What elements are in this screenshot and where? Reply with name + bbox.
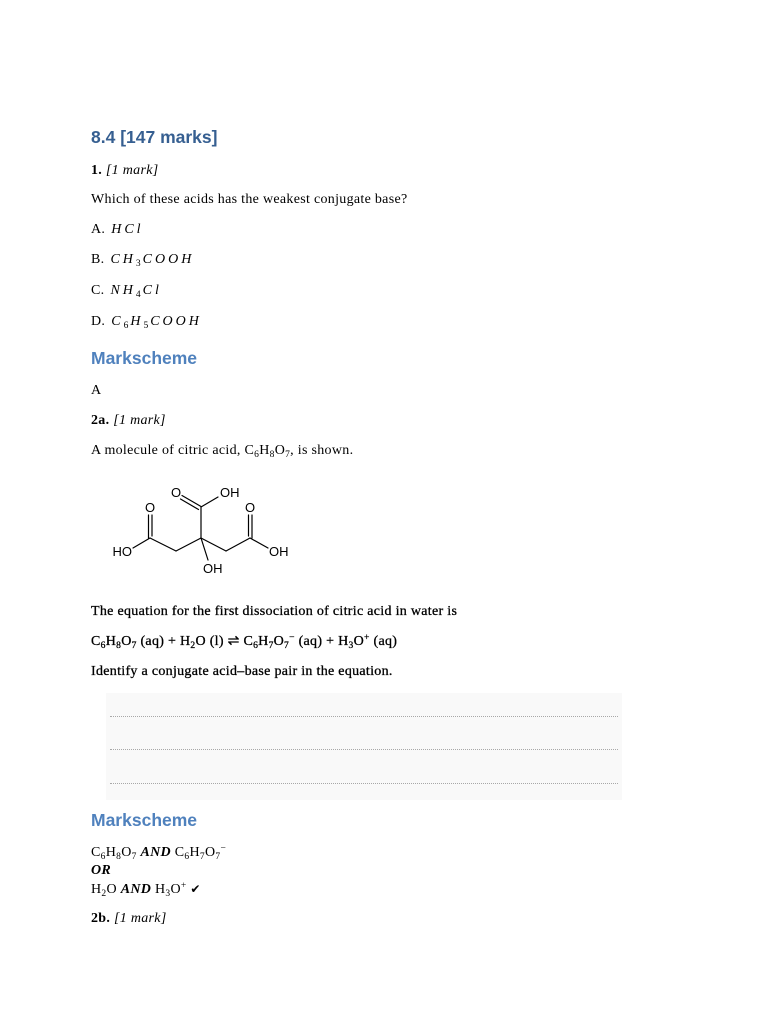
atom-label-o: O [170, 485, 182, 500]
equation-text: (aq) [369, 634, 398, 649]
question-2a-header [91, 413, 166, 429]
equation-text: O [353, 634, 365, 649]
intro-text: , is shown. [290, 443, 354, 458]
formula-subscript: 7 [215, 852, 221, 863]
check-mark-icon: ✔ [190, 882, 201, 896]
markscheme-or: OR [91, 863, 112, 878]
option-formula [111, 314, 202, 332]
option-b [91, 252, 194, 268]
atom-label-oh: OH [269, 544, 289, 559]
equation-text: O [121, 634, 132, 649]
formula-text: O [204, 845, 216, 860]
option-letter: B. [91, 252, 105, 267]
question-marks: [1 mark] [113, 413, 166, 428]
option-letter: A. [91, 222, 106, 237]
equation-intro: The equation for the first dissociation of citric acid in water is [91, 604, 458, 619]
formula-subscript: 6 [184, 852, 190, 863]
option-letter: D. [91, 314, 106, 329]
question-marks: [1 mark] [105, 163, 159, 178]
option-d [91, 314, 202, 330]
atom-label-oh: OH [203, 561, 223, 576]
formula-text: C [91, 845, 101, 860]
formula-subscript: 4 [135, 290, 143, 301]
formula-text: COOH [150, 314, 202, 329]
citric-acid-structure [100, 478, 310, 580]
formula-text: CH [110, 252, 136, 267]
equation-text: O (l) ⇌ C [195, 634, 254, 649]
formula-text: C [111, 314, 124, 329]
answer-line [110, 749, 618, 750]
question-2b-header [91, 911, 167, 927]
question-1-prompt: Which of these acids has the weakest conjugate base? [91, 192, 408, 207]
connector-keyword: AND [120, 882, 152, 897]
question-marks: [1 mark] [114, 911, 167, 926]
answer-line [110, 783, 618, 784]
question-number: 1. [91, 163, 103, 178]
single-bond [226, 538, 250, 551]
equation-superscript: − [289, 632, 295, 643]
equation-subscript: 6 [253, 641, 259, 652]
option-letter: C. [91, 283, 105, 298]
equation-text: H [258, 634, 269, 649]
equation-subscript: 2 [190, 641, 196, 652]
formula-text: O [170, 882, 181, 897]
equation-superscript: + [364, 632, 370, 643]
formula-text: H [155, 882, 166, 897]
atom-label-o: O [244, 500, 256, 515]
equation-subscript: 7 [131, 641, 137, 652]
equation-text: (aq) + H [294, 634, 349, 649]
markscheme-pair-2 [91, 881, 201, 898]
formula-subscript: 5 [143, 321, 151, 332]
equation-text: (aq) + H [136, 634, 191, 649]
formula-subscript: 7 [285, 450, 291, 461]
formula-text: O [121, 845, 132, 860]
markscheme-answer: A [91, 383, 102, 398]
formula-subscript: 8 [269, 450, 275, 461]
formula-text: C [244, 443, 255, 458]
formula-text: HCl [111, 222, 144, 237]
equation-subscript: 3 [348, 641, 354, 652]
equation-text: O [273, 634, 285, 649]
formula-superscript: − [220, 843, 227, 854]
formula-subscript: 3 [165, 889, 171, 900]
question-number: 2a. [91, 413, 110, 428]
intro-text: A molecule of citric acid, [91, 443, 245, 458]
atom-label-o: O [144, 500, 156, 515]
question-1-header [91, 163, 159, 179]
markscheme-pair-1 [91, 845, 226, 861]
single-bond [250, 538, 268, 548]
equation-subscript: 7 [284, 641, 290, 652]
formula-text: H [189, 845, 200, 860]
formula-subscript: 6 [123, 321, 131, 332]
section-title: 8.4 [147 marks] [91, 127, 218, 147]
formula-subscript: 8 [116, 852, 122, 863]
question-number: 2b. [91, 911, 111, 926]
option-formula [110, 283, 162, 301]
double-bond-line [181, 499, 199, 510]
equation-text: C [91, 634, 101, 649]
formula-text: COOH [142, 252, 195, 267]
single-bond [133, 538, 150, 548]
formula-text: O [106, 882, 117, 897]
connector-keyword: AND [140, 845, 171, 860]
option-a [91, 222, 144, 238]
formula-subscript: 2 [101, 889, 107, 900]
atom-label-oh: OH [220, 485, 240, 500]
formula-subscript: 6 [254, 450, 260, 461]
option-c [91, 283, 162, 299]
formula-subscript: 7 [131, 852, 137, 863]
equation-subscript: 8 [116, 641, 122, 652]
formula-superscript: + [180, 880, 187, 891]
markscheme-heading: Markscheme [91, 810, 198, 830]
equation-text: H [105, 634, 117, 649]
formula-text: Cl [142, 283, 162, 298]
formula-subscript: 6 [100, 852, 106, 863]
atom-label-ho: HO [112, 544, 132, 559]
answer-area [106, 693, 622, 800]
single-bond [176, 538, 201, 551]
formula-text: C [174, 845, 185, 860]
markscheme-heading: Markscheme [91, 348, 198, 368]
question-2a-task: Identify a conjugate acid–base pair in the equation. [91, 664, 393, 679]
single-bond [201, 497, 218, 507]
formula-text: H [91, 882, 102, 897]
answer-line [110, 716, 618, 717]
formula-subscript: 3 [135, 259, 143, 270]
formula-text: H [259, 443, 270, 458]
formula-text: O [274, 443, 286, 458]
option-formula [111, 222, 143, 237]
dissociation-equation [91, 634, 397, 650]
formula-subscript: 7 [199, 852, 205, 863]
equation-subscript: 7 [268, 641, 274, 652]
formula-text: H [105, 845, 117, 860]
equation-subscript: 6 [100, 641, 106, 652]
single-bond [150, 538, 176, 551]
option-formula [110, 252, 195, 270]
formula-text: NH [110, 283, 136, 298]
formula-text: H [130, 314, 144, 329]
question-2a-intro [91, 443, 353, 459]
